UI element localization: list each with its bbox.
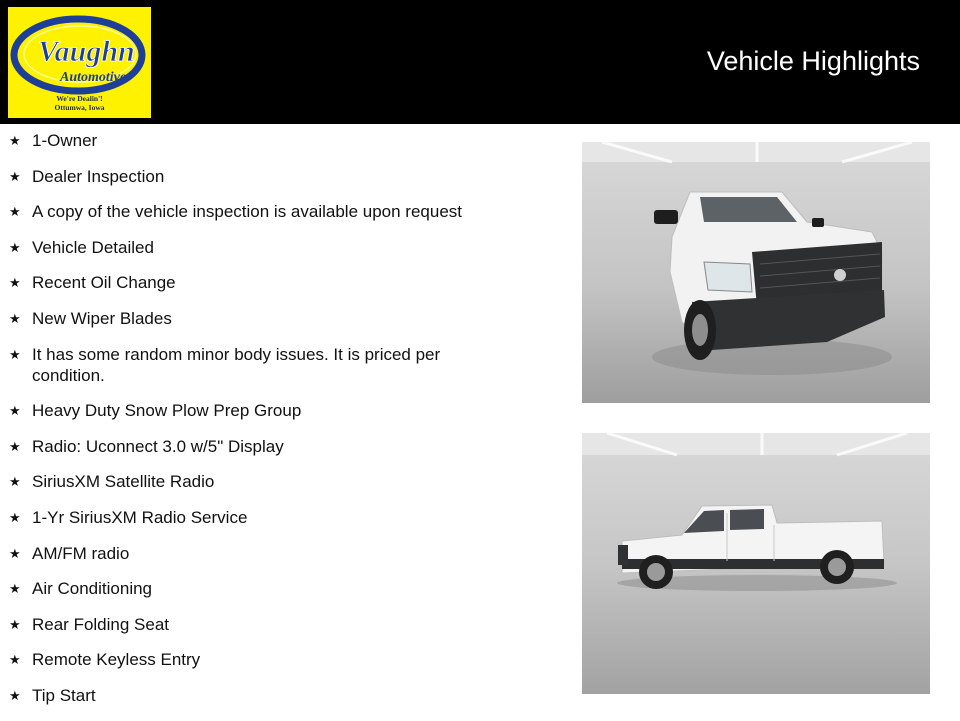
highlight-item (0, 272, 502, 293)
star-bullet-icon: ★ (9, 346, 21, 362)
highlight-text: Rear Folding Seat (32, 614, 170, 634)
highlight-item (0, 166, 502, 187)
highlight-item (0, 436, 502, 457)
star-bullet-icon: ★ (9, 239, 21, 255)
highlight-text: Heavy Duty Snow Plow Prep Group (32, 401, 302, 421)
truck-front-image (582, 142, 930, 403)
highlight-text: It has some random minor body issues. It is priced per condition. (32, 344, 441, 385)
star-bullet-icon: ★ (9, 403, 21, 419)
highlight-item (0, 649, 502, 670)
star-bullet-icon: ★ (9, 133, 21, 148)
highlight-item (0, 507, 502, 528)
highlight-text: Remote Keyless Entry (32, 650, 201, 670)
highlight-text: Air Conditioning (32, 579, 153, 599)
logo-tagline-line2: Ottumwa, Iowa (54, 102, 105, 112)
star-bullet-icon: ★ (9, 168, 21, 184)
highlight-item (0, 130, 502, 151)
page-title: Vehicle Highlights (706, 46, 920, 76)
highlight-text: 1-Yr SiriusXM Radio Service (32, 507, 248, 527)
highlights-list (0, 130, 560, 721)
highlight-text: AM/FM radio (32, 543, 130, 563)
highlight-item (0, 578, 502, 599)
highlight-item (0, 237, 502, 258)
star-bullet-icon: ★ (9, 438, 21, 454)
highlight-text: 1-Owner (32, 131, 98, 150)
highlight-item (0, 614, 502, 635)
highlight-text: Radio: Uconnect 3.0 w/5" Display (32, 436, 284, 456)
header-bar (0, 0, 960, 124)
star-bullet-icon: ★ (9, 581, 21, 597)
vehicle-photo-side[interactable] (582, 433, 930, 694)
logo-name-line1: Vaughn (38, 35, 135, 68)
dealer-logo[interactable] (8, 7, 151, 118)
truck-side-image (582, 433, 930, 694)
highlight-text: Recent Oil Change (32, 273, 176, 293)
highlight-text: Tip Start (32, 685, 96, 705)
logo-name-line2: Automotive (60, 70, 127, 85)
star-bullet-icon: ★ (9, 616, 21, 632)
highlight-text: A copy of the vehicle inspection is available upon request (32, 202, 462, 222)
logo-tagline (8, 95, 151, 112)
logo-tagline-line1: We're Dealin'! (56, 94, 103, 103)
star-bullet-icon: ★ (9, 204, 21, 220)
star-bullet-icon: ★ (9, 310, 21, 326)
highlight-item (0, 685, 502, 706)
highlight-text: Vehicle Detailed (32, 237, 154, 257)
vehicle-photo-front[interactable] (582, 142, 930, 403)
star-bullet-icon: ★ (9, 275, 21, 291)
star-bullet-icon: ★ (9, 652, 21, 668)
highlight-item (0, 471, 502, 492)
highlight-text: New Wiper Blades (32, 308, 172, 328)
star-bullet-icon: ★ (9, 509, 21, 525)
highlight-text: Dealer Inspection (32, 166, 165, 186)
highlight-item (0, 543, 502, 564)
star-bullet-icon: ★ (9, 545, 21, 561)
highlight-item (0, 201, 502, 222)
highlight-item (0, 400, 502, 421)
star-bullet-icon: ★ (9, 474, 21, 490)
highlight-text: SiriusXM Satellite Radio (32, 472, 215, 492)
highlight-item (0, 344, 502, 386)
highlight-item (0, 308, 502, 329)
star-bullet-icon: ★ (9, 687, 21, 703)
